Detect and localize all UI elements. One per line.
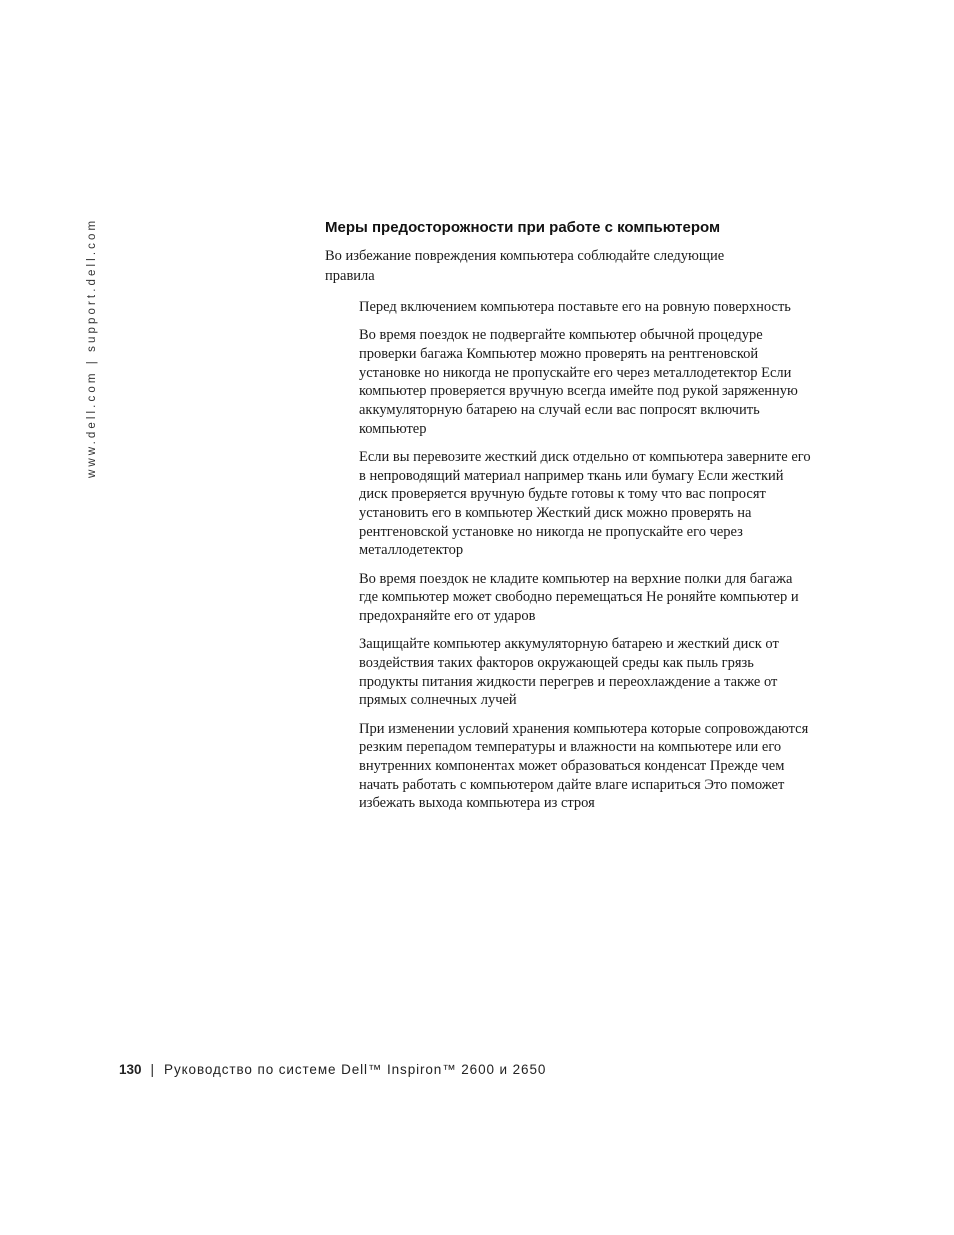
precautions-list bbox=[325, 298, 825, 813]
list-item: Во время поездок не подвергайте компьютер обычной процедуре проверки багажа Компьютер можно проверять на рентгеновской установке но никогда не пропускайте его через металлодетектор Если компьютер проверяется вручную всегда имейте под рукой заряженную аккумуляторную батарею на случай если вас попросят включить компьютер bbox=[359, 327, 798, 437]
list-item: Перед включением компьютера поставьте его на ровную поверхность bbox=[359, 299, 791, 315]
page-footer bbox=[119, 1062, 546, 1077]
section-intro: Во избежание повреждения компьютера соблюдайте следующие правила bbox=[325, 248, 725, 284]
section-title: Меры предосторожности при работе с компьютером bbox=[325, 219, 721, 236]
list-item: При изменении условий хранения компьютера которые сопровождаются резким перепадом температуры и влажности на компьютере или его внутренних компонентах может образоваться конденсат Прежде чем начать работать с компьютером дайте влаге испариться Это поможет избежать выхода компьютера из строя bbox=[359, 720, 809, 812]
list-item: Защищайте компьютер аккумуляторную батарею и жесткий диск от воздействия таких факторов окружающей среды как пыль грязь продукты питания жидкости перегрев и переохлаждение а также от прямых солнечных лучей bbox=[359, 636, 779, 709]
side-url: www.dell.com | support.dell.com bbox=[86, 217, 98, 478]
page-number: 130 bbox=[119, 1062, 142, 1077]
footer-title: Руководство по системе Dell™ Inspiron™ 2600 и 2650 bbox=[164, 1062, 547, 1077]
list-item: Если вы перевозите жесткий диск отдельно от компьютера заверните его в непроводящий материал например ткань или бумагу Если жесткий диск проверяется вручную будьте готовы к тому что вас попросят установить его в компьютер Жесткий диск можно проверять на рентгеновской установке но никогда не пропускайте его через металлодетектор bbox=[359, 448, 811, 559]
list-item: Во время поездок не кладите компьютер на верхние полки для багажа где компьютер может свободно перемещаться Не роняйте компьютер и предохраняйте его от ударов bbox=[359, 570, 799, 625]
main-content bbox=[325, 218, 825, 823]
footer-separator: | bbox=[150, 1062, 155, 1077]
